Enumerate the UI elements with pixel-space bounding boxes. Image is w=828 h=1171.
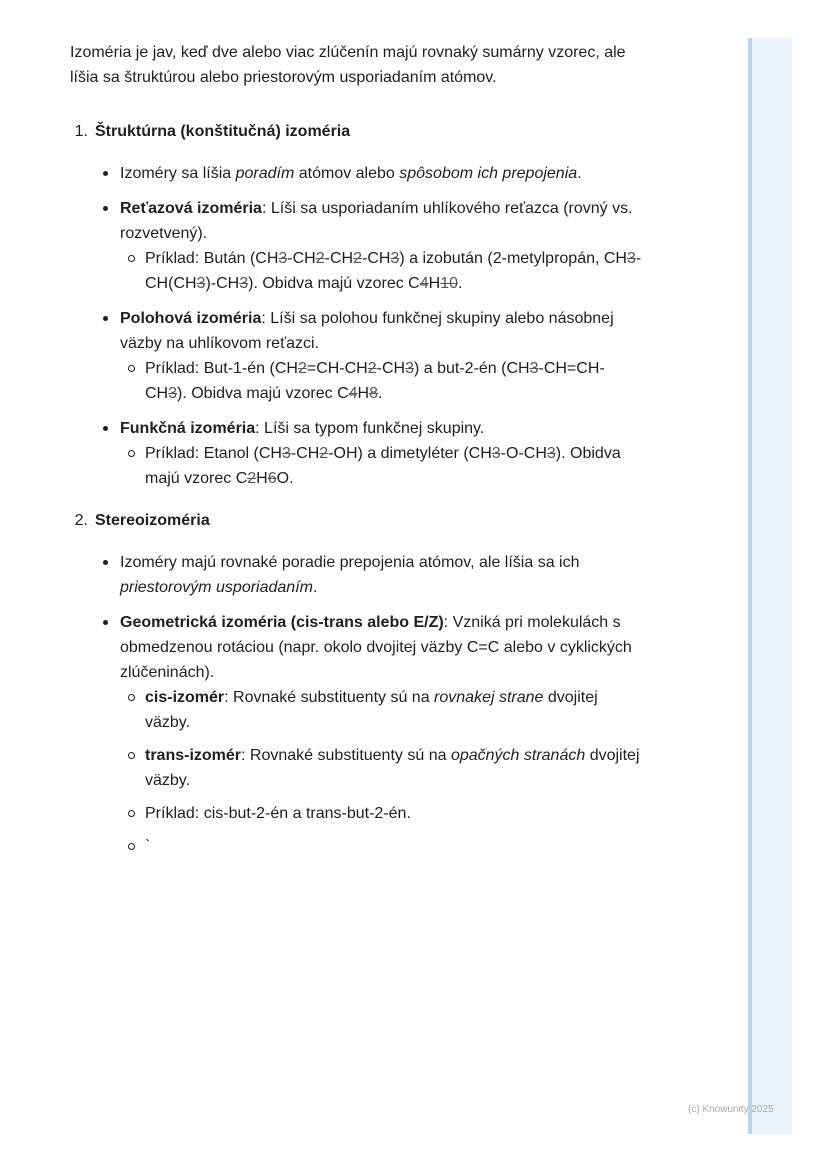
sub-list (120, 685, 645, 859)
text: . (577, 165, 582, 182)
text: Izoméry sa líšia (120, 165, 236, 182)
section-structural (70, 119, 645, 491)
example-item: Príklad: But-1-én (CH2=CH-CH2-CH3) a but-2-én (CH3-CH=CH-CH3). Obidva majú vzorec C4H8. (145, 356, 645, 406)
bullet-list (70, 161, 645, 491)
section-title: Stereoizoméria (95, 512, 210, 529)
section-title: Štruktúrna (konštitučná) izoméria (95, 123, 351, 140)
list-item (120, 550, 645, 600)
bullet-list (70, 550, 645, 859)
text: : Líši sa polohou funkčnej skupiny alebo násobnej väzby na uhlíkovom reťazci. (120, 310, 614, 352)
example-item: Príklad: cis-but-2-én a trans-but-2-én. (145, 801, 645, 826)
sub-list (120, 356, 645, 406)
section-heading (70, 119, 645, 144)
list-item (120, 161, 645, 186)
text: : Líši sa typom funkčnej skupiny. (255, 420, 485, 437)
term: Reťazová izoméria (120, 200, 262, 217)
list-item (120, 610, 645, 859)
cis-item: cis-izomér: Rovnaké substituenty sú na rovnakej strane dvojitej väzby. (145, 685, 645, 735)
text: : Líši sa usporiadaním uhlíkového reťazca (rovný vs. rozvetvený). (120, 200, 633, 242)
copyright-footer: (c) Knowunity 2025 (688, 1104, 774, 1115)
term: Polohová izoméria (120, 310, 262, 327)
example-item: Príklad: Etanol (CH3-CH2-OH) a dimetyléter (CH3-O-CH3). Obidva majú vzorec C2H6O. (145, 441, 645, 491)
text: . (312, 579, 318, 596)
sub-list (120, 246, 645, 296)
list-item (120, 306, 645, 406)
section-list (70, 119, 645, 859)
section-number: 2. (74, 512, 88, 529)
emphasis: poradím (235, 165, 295, 182)
list-item (120, 416, 645, 491)
list-item (120, 196, 645, 296)
example-item: Príklad: Bután (CH3-CH2-CH2-CH3) a izobután (2-metylpropán, CH3-CH(CH3)-CH3). Obidva majú vzorec C4H10. (145, 246, 645, 296)
text: atómov alebo (294, 165, 400, 182)
text: Izoméry majú rovnaké poradie prepojenia atómov, ale líšia sa ich (120, 554, 580, 571)
intro-paragraph: Izoméria je jav, keď dve alebo viac zlúčenín majú rovnaký sumárny vzorec, ale líšia sa štruktúrou alebo priestorovým usporiadaním atómov. (70, 44, 626, 86)
sub-list (120, 441, 645, 491)
side-accent-bar (748, 38, 792, 1134)
trans-item: trans-izomér: Rovnaké substituenty sú na opačných stranách dvojitej väzby. (145, 743, 645, 793)
section-heading (70, 508, 645, 533)
emphasis: spôsobom ich prepojenia (399, 165, 578, 182)
section-number: 1. (74, 123, 88, 140)
term: Geometrická izoméria (cis-trans alebo E/Z) (120, 614, 444, 631)
term: Funkčná izoméria (120, 420, 256, 437)
stray-item: ` (145, 834, 645, 859)
text: : Vzniká pri molekulách s obmedzenou rotáciou (napr. okolo dvojitej väzby C=C alebo v cyklických zlúčeninách). (120, 614, 632, 681)
document-body (70, 40, 645, 876)
section-stereo (70, 508, 645, 859)
emphasis: priestorovým usporiadaním (120, 579, 313, 596)
